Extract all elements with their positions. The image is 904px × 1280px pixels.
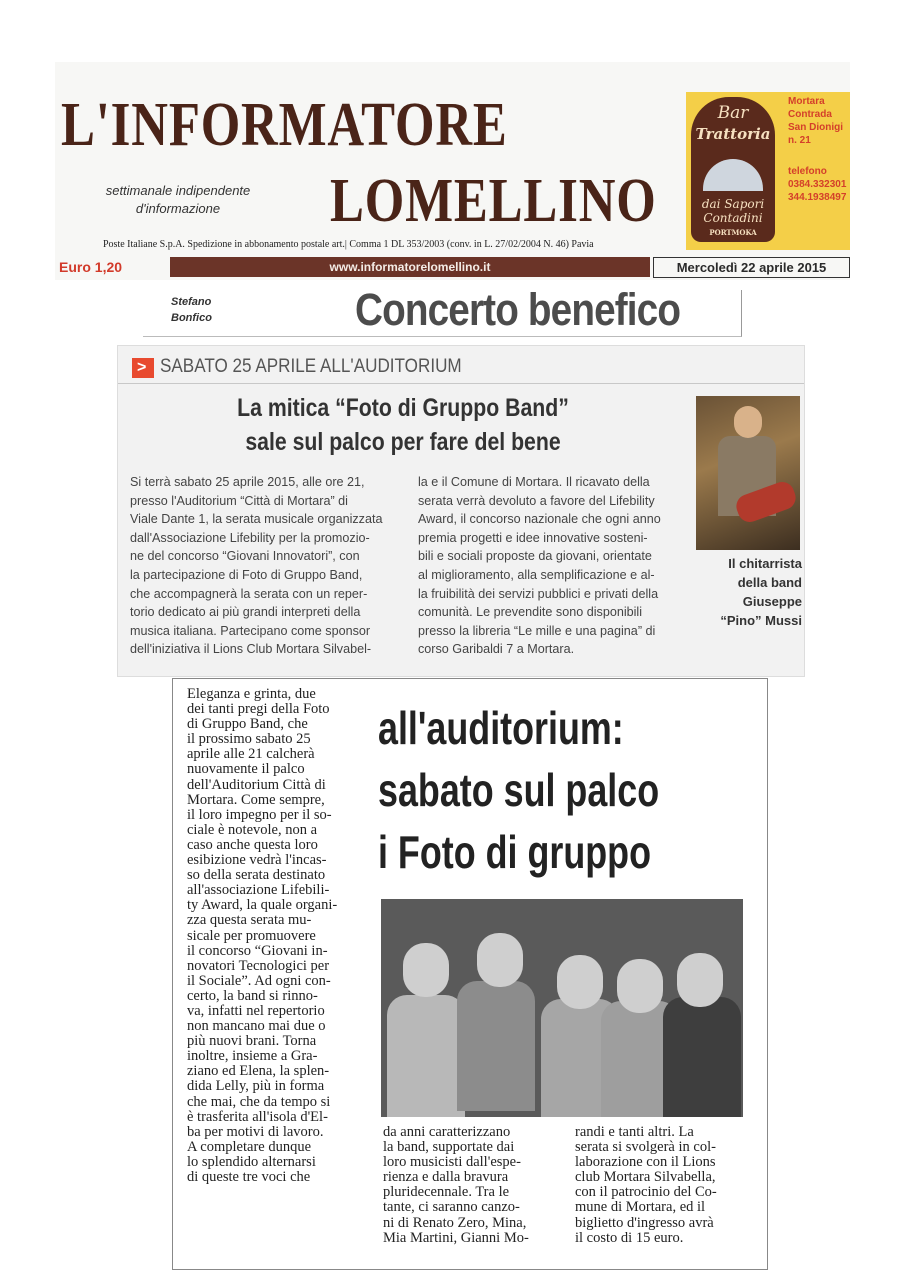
newspaper-title-line-2: LOMELLINO: [330, 167, 657, 235]
text-line: con il patrocinio del Co-: [575, 1184, 717, 1201]
text-line: mune di Mortara, ed il: [575, 1199, 706, 1216]
article-subtitle-1: La mitica “Foto di Gruppo Band”: [237, 394, 569, 422]
text-line: dall'Associazione Lifebility per la promozio-: [130, 530, 370, 545]
text-line: torio dedicato ai più grandi interpreti della: [130, 605, 361, 620]
text-line: presso l'Auditorium “Città di Mortara” di: [130, 493, 348, 508]
ad-info-line: n. 21: [788, 135, 811, 146]
text-line: presso la libreria “Le mille e una pagina” di: [418, 623, 656, 638]
text-line: loro musicisti dall'espe-: [383, 1154, 521, 1171]
text-line: laborazione con il Lions: [575, 1154, 716, 1171]
text-line: club Mortara Silvabella,: [575, 1169, 716, 1186]
text-line: Si terrà sabato 25 aprile 2015, alle ore 21,: [130, 475, 365, 489]
photo-caption-line: “Pino” Mussi: [720, 613, 802, 628]
text-line: musica italiana. Partecipano come sponsor: [130, 623, 371, 638]
countryside-scene-icon: [703, 159, 763, 191]
lower-column-1: [187, 687, 383, 1185]
text-line: la band, supportate dai: [383, 1139, 515, 1156]
band-group-photo: [381, 899, 743, 1117]
text-line: esibizione vedrà l'incas-: [187, 852, 327, 869]
ad-info-line: San Dionigi: [788, 122, 843, 133]
upper-article: [117, 345, 805, 677]
text-line: lo splendido alternarsi: [187, 1153, 316, 1170]
text-line: la partecipazione di Foto di Gruppo Band,: [130, 567, 363, 582]
text-line: Eleganza e grinta, due: [187, 686, 316, 702]
text-line: aprile alle 21 calcherà: [187, 746, 315, 763]
trattoria-logo: [691, 97, 775, 242]
text-line: corso Garibaldi 7 a Mortara.: [418, 642, 575, 657]
price: Euro 1,20: [59, 259, 123, 275]
postal-notice: Poste Italiane S.p.A. Spedizione in abbonamento postale art.| Comma 1 DL 353/2003 (conv. in L. 27/02/2004 N. 46) Pavia: [103, 239, 594, 250]
article-column-1: [130, 473, 408, 659]
text-line: comunità. Le prevendite sono disponibili: [418, 605, 643, 620]
page-title: Concerto benefico: [355, 284, 681, 335]
text-line: da anni caratterizzano: [383, 1124, 511, 1140]
ad-logo-bar: Bar: [717, 103, 749, 123]
text-line: il concorso “Giovani in-: [187, 942, 328, 959]
photo-figure-head: [617, 959, 663, 1013]
text-line: di queste tre voci che: [187, 1169, 311, 1185]
text-line: novatori Tecnologici per: [187, 957, 330, 974]
article-column-2: [418, 473, 696, 659]
text-line: Viale Dante 1, la serata musicale organizzata: [130, 512, 383, 527]
tagline-1: settimanale indipendente: [105, 183, 251, 198]
website-link[interactable]: www.informatorelomellino.it: [170, 257, 650, 277]
text-line: tante, ci saranno canzo-: [383, 1199, 520, 1216]
text-line: dida Lelly, più in forma: [187, 1078, 325, 1095]
ad-logo-contadini: Contadini: [703, 211, 763, 225]
author-first-name: Stefano: [171, 296, 212, 308]
text-line: il loro impegno per il so-: [187, 806, 332, 823]
photo-caption-line: della band: [737, 575, 802, 590]
text-line: dell'iniziativa il Lions Club Mortara Silvabel-: [130, 642, 372, 657]
text-line: è trasferita all'isola d'El-: [187, 1108, 328, 1125]
divider: [118, 383, 804, 384]
text-line: Mia Martini, Gianni Mo-: [383, 1229, 529, 1246]
photo-figure-head: [557, 955, 603, 1009]
text-line: il prossimo sabato 25: [187, 731, 311, 748]
text-line: ni di Renato Zero, Mina,: [383, 1214, 527, 1231]
photo-figure-head: [734, 406, 762, 438]
text-line: la e il Comune di Mortara. Il ricavato della: [418, 475, 650, 489]
text-line: inoltre, insieme a Gra-: [187, 1048, 318, 1065]
text-line: ty Award, la quale organi-: [187, 897, 338, 914]
lower-article: [172, 678, 768, 1270]
text-line: più nuovi brani. Torna: [187, 1033, 317, 1050]
headline-block: [143, 284, 742, 337]
ad-logo-trattoria: Trattoria: [695, 125, 771, 143]
lower-column-2: [383, 1125, 559, 1246]
ad-info-line: Mortara: [788, 96, 825, 107]
arrow-right-icon: >: [132, 358, 154, 378]
text-line: randi e tanti altri. La: [575, 1124, 694, 1140]
info-bar: [55, 257, 850, 279]
text-line: caso anche questa loro: [187, 836, 318, 853]
text-line: bili e sociali proposte da giovani, orientate: [418, 549, 652, 564]
text-line: il costo di 15 euro.: [575, 1229, 684, 1246]
text-line: sicale per promuovere: [187, 927, 316, 944]
ad-phone-1: 0384.332301: [788, 179, 847, 190]
photo-figure-body: [387, 995, 465, 1117]
ad-logo-portmoka: PORTMOKA: [709, 228, 757, 237]
photo-figure-head: [403, 943, 449, 997]
photo-figure-body: [663, 997, 741, 1117]
text-line: premia progetti e idee innovative sosteni-: [418, 530, 648, 545]
text-line: all'associazione Lifebili-: [187, 882, 330, 899]
ad-logo-sapori: dai Sapori: [701, 197, 765, 211]
article-kicker: SABATO 25 APRILE ALL'AUDITORIUM: [160, 356, 462, 377]
text-line: di Gruppo Band, che: [187, 716, 308, 733]
text-line: va, infatti nel repertorio: [187, 1002, 325, 1019]
ad-info-line: Contrada: [788, 109, 832, 120]
lower-headline-1: all'auditorium:: [378, 702, 624, 754]
lower-headline-3: i Foto di gruppo: [378, 826, 652, 878]
text-line: che mai, che da tempo si: [187, 1093, 331, 1110]
text-line: pluridecennale. Tra le: [383, 1184, 510, 1201]
ad-info-line: telefono: [788, 166, 827, 177]
text-line: ba per motivi di lavoro.: [187, 1123, 324, 1140]
tagline-2: d'informazione: [135, 201, 221, 216]
advertisement: [686, 92, 850, 250]
text-line: certo, la band si rinno-: [187, 987, 318, 1004]
text-line: dei tanti pregi della Foto: [187, 701, 330, 718]
guitarist-photo: [696, 396, 800, 550]
text-line: ciale è notevole, non a: [187, 821, 318, 838]
lower-headline-2: sabato sul palco: [378, 764, 660, 816]
text-line: Award, il concorso nazionale che ogni anno: [418, 512, 661, 527]
text-line: dell'Auditorium Città di: [187, 776, 326, 793]
ad-phone-2: 344.1938497: [788, 192, 847, 203]
text-line: Mortara. Come sempre,: [187, 791, 325, 808]
lower-column-3: [575, 1125, 751, 1246]
text-line: che accompagnerà la serata con un reper-: [130, 586, 368, 601]
text-line: il Sociale”. Ad ogni con-: [187, 972, 331, 989]
photo-caption-line: Il chitarrista: [728, 556, 802, 571]
photo-figure-head: [477, 933, 523, 987]
text-line: rienza e dalla bravura: [383, 1169, 509, 1186]
text-line: ziano ed Elena, la splen-: [187, 1063, 330, 1080]
article-subtitle-2: sale sul palco per fare del bene: [245, 428, 561, 456]
issue-date: Mercoledì 22 aprile 2015: [653, 257, 850, 278]
text-line: al miglioramento, alla semplificazione e al-: [418, 567, 655, 582]
text-line: so della serata destinato: [187, 867, 326, 884]
text-line: non mancano mai due o: [187, 1018, 326, 1035]
text-line: la fruibilità dei servizi pubblici e privati della: [418, 586, 659, 601]
newspaper-title-line-1: L'INFORMATORE: [61, 91, 508, 159]
photo-caption-line: Giuseppe: [742, 594, 802, 609]
text-line: serata verrà devoluto a favore del Lifebility: [418, 493, 655, 508]
text-line: A completare dunque: [187, 1138, 312, 1155]
text-line: serata si svolgerà in col-: [575, 1139, 716, 1156]
photo-figure-body: [457, 981, 535, 1111]
text-line: biglietto d'ingresso avrà: [575, 1214, 714, 1231]
author-last-name: Bonfico: [171, 312, 212, 324]
text-line: zza questa serata mu-: [187, 912, 312, 929]
text-line: nuovamente il palco: [187, 761, 305, 778]
photo-figure-head: [677, 953, 723, 1007]
text-line: ne del concorso “Giovani Innovatori”, con: [130, 549, 360, 564]
